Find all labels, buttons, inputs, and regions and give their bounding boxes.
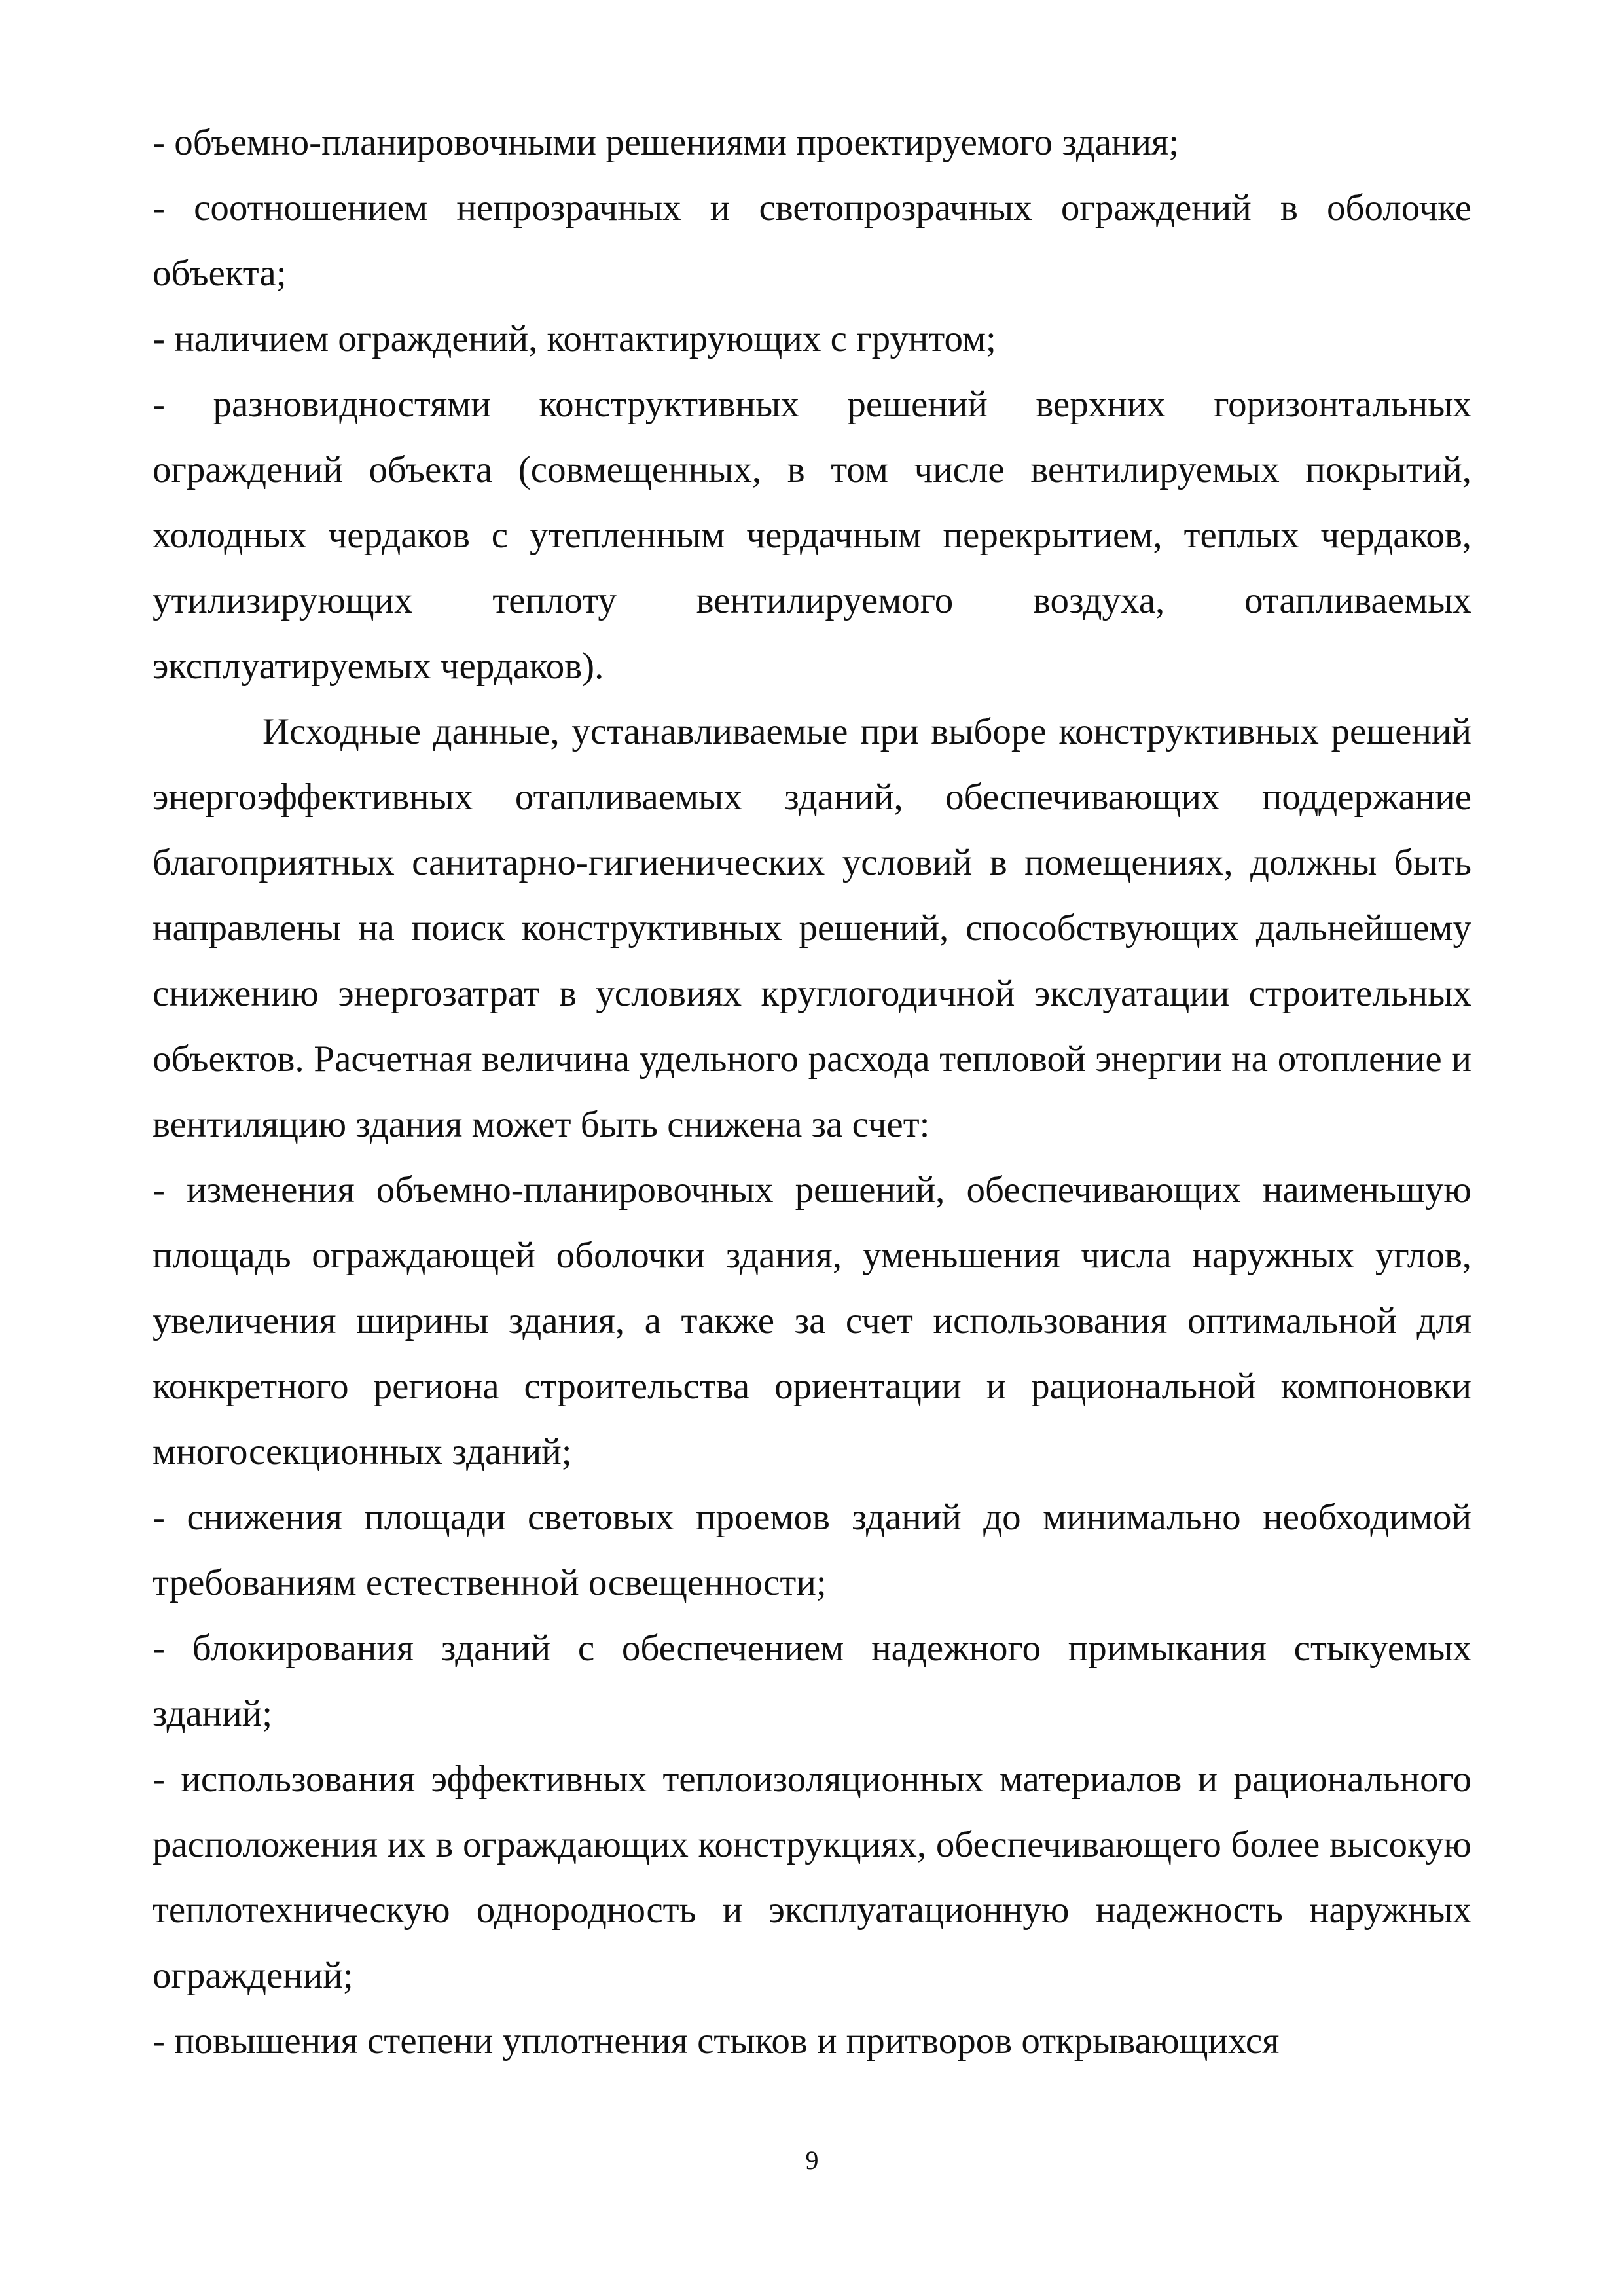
- body-text: [153, 110, 1471, 2074]
- list-item: - разновидностями конструктивных решений верхних горизонтальных ограждений объекта (совмещенных, в том числе вентилируемых покрытий, холодных чердаков с утепленным чердачным перекрытием, теплых чердаков, утилизирующих теплоту вентилируемого воздуха, отапливаемых эксплуатируемых чердаков).: [153, 384, 1471, 687]
- list-item: - объемно-планировочными решениями проектируемого здания;: [153, 122, 1180, 163]
- list-item: - использования эффективных теплоизоляционных материалов и рационального расположения их в ограждающих конструкциях, обеспечивающего более высокую теплотехническую однородность и эксплуатационную надежность наружных ограждений;: [153, 1758, 1471, 1996]
- list-item: - соотношением непрозрачных и светопрозрачных ограждений в оболочке объекта;: [153, 187, 1471, 294]
- page-number: 9: [805, 2145, 819, 2175]
- list-item: - наличием ограждений, контактирующих с грунтом;: [153, 318, 996, 359]
- list-item: - снижения площади световых проемов зданий до минимально необходимой требованиям естественной освещенности;: [153, 1497, 1471, 1603]
- list-item: - изменения объемно-планировочных решений, обеспечивающих наименьшую площадь ограждающей оболочки здания, уменьшения числа наружных углов, увеличения ширины здания, а также за счет использования оптимальной для конкретного региона строительства ориентации и рациональной компоновки многосекционных зданий;: [153, 1169, 1471, 1472]
- list-item: - повышения степени уплотнения стыков и притворов открывающихся: [153, 2020, 1280, 2062]
- body-paragraph: Исходные данные, устанавливаемые при выборе конструктивных решений энергоэффективных отапливаемых зданий, обеспечивающих поддержание благоприятных санитарно-гигиенических условий в помещениях, должны быть направлены на поиск конструктивных решений, способствующих дальнейшему снижению энергозатрат в условиях круглогодичной экслуатации строительных объектов. Расчетная величина удельного расхода тепловой энергии на отопление и вентиляцию здания может быть снижена за счет:: [153, 711, 1471, 1145]
- list-item: - блокирования зданий с обеспечением надежного примыкания стыкуемых зданий;: [153, 1628, 1471, 1734]
